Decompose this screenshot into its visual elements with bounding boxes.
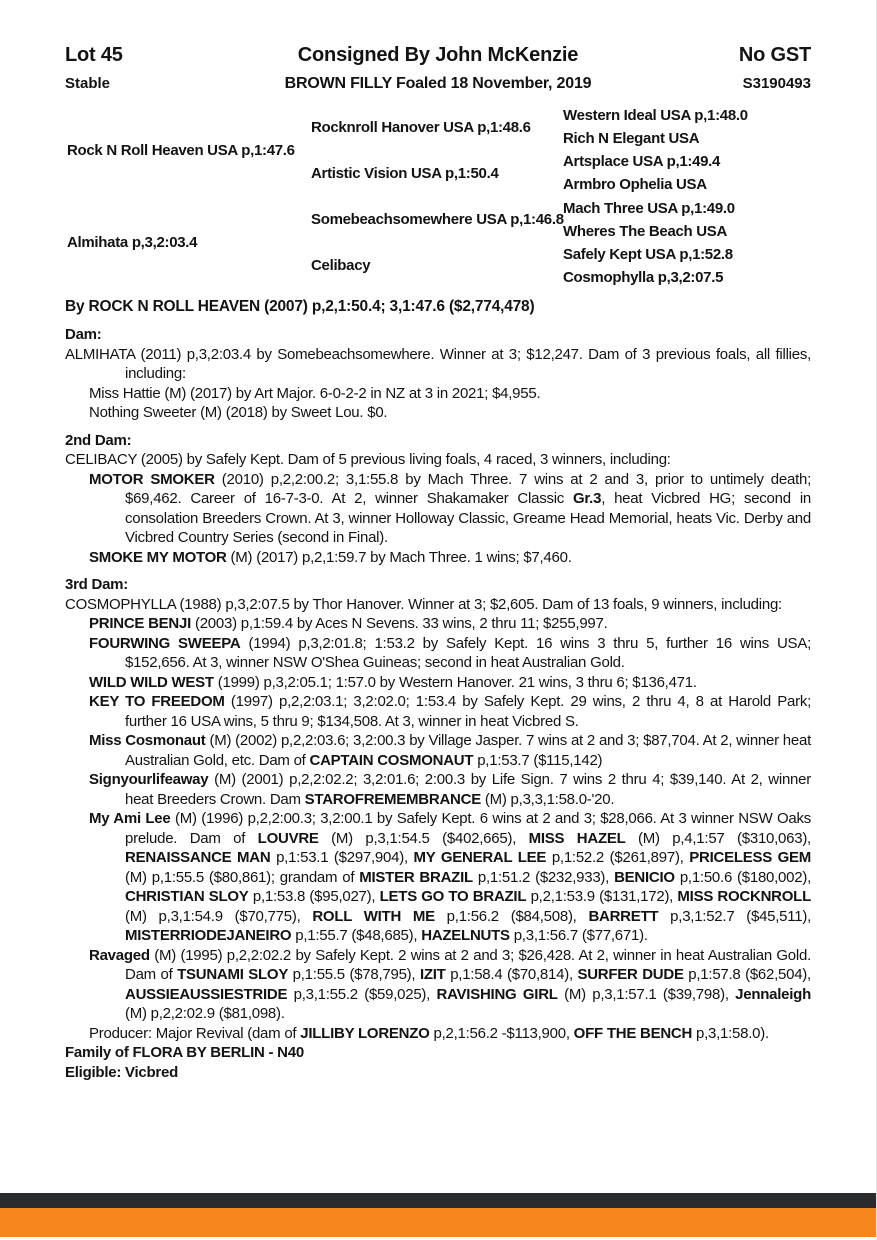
text-run: (M) p,3,1:54.5 ($402,665), <box>318 829 529 847</box>
pedigree-paragraph <box>65 634 811 673</box>
horse-name: TSUNAMI SLOY <box>177 966 289 983</box>
header-row-1 <box>65 44 811 67</box>
pedigree-paragraph <box>65 614 811 634</box>
text-run: p,1:53.8 ($95,027), <box>248 888 380 905</box>
section-heading: 2nd Dam: <box>65 431 132 449</box>
horse-name: CHRISTIAN SLOY <box>125 888 249 905</box>
pedigree-generation-3 <box>563 104 811 289</box>
pedigree-paragraph <box>65 1024 811 1044</box>
sire-summary-line: By ROCK N ROLL HEAVEN (2007) p,2,1:50.4; 3,1:47.6 ($2,774,478) <box>65 298 535 315</box>
header <box>0 0 876 93</box>
stable-label: Stable <box>65 75 111 92</box>
text-run: (1997) p,2,2:03.1; 3,2:02.0; 1:53.4 by Safely Kept. 29 wins, 2 thru 4, 8 at Harold Park; further 16 USA wins, 5 thru 9; $134,508. At 3, winner in heat Vicbred S. <box>125 693 812 730</box>
horse-name: MISTER BRAZIL <box>359 868 473 886</box>
horse-name: ROLL WITH ME <box>312 907 435 925</box>
text-run: p,1:53.7 ($115,142) <box>473 751 603 769</box>
horse-name: Ravaged <box>89 946 150 964</box>
gst-status: No GST <box>738 44 811 66</box>
pedigree-paragraph <box>65 548 811 568</box>
horse-name: RENAISSANCE MAN <box>125 849 271 866</box>
pedigree-horse: Wheres The Beach USA <box>563 222 728 240</box>
horse-name: OFF THE BENCH <box>573 1024 693 1042</box>
text-run: p,1:51.2 ($232,933), <box>472 868 615 886</box>
text-run: ALMIHATA (2011) p,3,2:03.4 by Somebeachsomewhere. Winner at 3; $12,247. Dam of 3 previous foals, all fillies, including: <box>65 345 811 382</box>
pedigree-chart <box>67 104 811 289</box>
horse-name: My Ami Lee <box>89 810 171 827</box>
pedigree-paragraph <box>65 673 811 693</box>
text-run: p,1:53.1 ($297,904), <box>270 849 414 866</box>
horse-name: SMOKE MY MOTOR <box>89 548 227 566</box>
text-run: (M) p,4,1:57 ($310,063), <box>625 829 811 847</box>
horse-name: Gr.3 <box>573 490 602 507</box>
horse-name: MISTERRIODEJANEIRO <box>125 927 292 944</box>
horse-name: STAROFREMEMBRANCE <box>304 790 481 808</box>
horse-name: PRICELESS GEM <box>689 849 812 866</box>
horse-name: MISS ROCKNROLL <box>677 888 811 905</box>
text-run: COSMOPHYLLA (1988) p,3,2:07.5 by Thor Hanover. Winner at 3; $2,605. Dam of 13 foals, 9 winners, including: <box>65 595 782 613</box>
footer-bar-orange <box>0 1208 877 1237</box>
pedigree-horse: Armbro Ophelia USA <box>563 176 707 194</box>
text-run: (M) p,3,3,1:58.0-'20. <box>480 790 615 808</box>
registration-number: S3190493 <box>742 75 811 92</box>
pedigree-horse: Artsplace USA p,1:49.4 <box>563 153 721 171</box>
horse-description: BROWN FILLY Foaled 18 November, 2019 <box>284 75 592 92</box>
pedigree-horse: Mach Three USA p,1:49.0 <box>563 199 735 217</box>
horse-name: BENICIO <box>614 868 675 886</box>
footer-bar-dark <box>0 1193 877 1208</box>
text-run: (M) p,3,1:57.1 ($39,798), <box>557 985 736 1003</box>
pedigree-horse: Celibacy <box>311 257 371 275</box>
horse-name: RAVISHING GIRL <box>436 985 558 1003</box>
horse-name: WILD WILD WEST <box>89 673 214 691</box>
horse-name: SURFER DUDE <box>577 966 684 983</box>
pedigree-paragraph <box>65 692 811 731</box>
text-run: p,2,1:56.2 -$113,900, <box>429 1024 574 1042</box>
text-run: (M) p,1:55.5 ($80,861); grandam of <box>125 868 360 886</box>
pedigree-horse: Rock N Roll Heaven USA p,1:47.6 <box>67 141 295 159</box>
pedigree-paragraph <box>65 345 811 384</box>
text-run: CELIBACY (2005) by Safely Kept. Dam of 5 previous living foals, 4 raced, 3 winners, including: <box>65 451 671 468</box>
footer-line: Family of FLORA BY BERLIN - N40 <box>65 1044 304 1061</box>
pedigree-paragraph <box>65 731 811 770</box>
text-run: Nothing Sweeter (M) (2018) by Sweet Lou. $0. <box>89 404 388 421</box>
pedigree-generation-1 <box>67 104 311 289</box>
horse-name: CAPTAIN COSMONAUT <box>309 751 474 769</box>
text-run: (M) (1996) p,2,2:00.3; 3,2:00.1 by Safely Kept. 6 wins at 2 and 3; $28,066. At 3 winner NSW Oaks prelude. Dam of <box>125 810 811 847</box>
text-run: p,2,1:53.9 ($131,172), <box>526 888 678 905</box>
pedigree-paragraph <box>65 946 811 1024</box>
horse-name: LOUVRE <box>257 829 319 847</box>
horse-name: LETS GO TO BRAZIL <box>379 888 527 905</box>
pedigree-paragraph <box>65 403 811 423</box>
text-run: p,3,1:55.2 ($59,025), <box>287 985 437 1003</box>
text-run: (M) p,2,2:02.9 ($81,098). <box>125 1005 285 1022</box>
pedigree-paragraph <box>65 470 811 548</box>
text-run: p,1:52.2 ($261,897), <box>546 849 690 866</box>
horse-name: Jennaleigh <box>735 985 811 1003</box>
text-run: (1994) p,3,2:01.8; 1:53.2 by Safely Kept. 16 wins 3 thru 5, further 16 wins USA; $152,656. At 3, winner NSW O'Shea Guineas; second in heat Australian Gold. <box>125 634 811 671</box>
text-run: p,1:58.4 ($70,814), <box>445 966 578 983</box>
pedigree-paragraph <box>65 809 811 946</box>
text-run: (2010) p,2,2:00.2; 3,1:55.8 by Mach Three. 7 wins at 2 and 3, prior to untimely death; $69,462. Career of 16-7-3-0. At 2, winner Shakamaker Classic <box>125 470 812 507</box>
text-run: p,1:57.8 ($62,504), <box>683 966 811 983</box>
pedigree-horse: Western Ideal USA p,1:48.0 <box>563 107 748 125</box>
footer-line: Eligible: Vicbred <box>65 1063 179 1081</box>
consignor-title: Consigned By John McKenzie <box>297 44 579 66</box>
text-run: p,1:55.5 ($78,795), <box>288 966 420 983</box>
text-run: p,1:56.2 ($84,508), <box>434 907 589 925</box>
text-run: (M) (2001) p,2,2:02.2; 3,2:01.6; 2:00.3 by Life Sign. 7 wins 2 thru 4; $39,140. At 2, winner heat Breeders Crown. Dam <box>125 771 811 808</box>
pedigree-horse: Artistic Vision USA p,1:50.4 <box>311 164 499 182</box>
section-heading: 3rd Dam: <box>65 576 129 593</box>
pedigree-paragraph <box>65 770 811 809</box>
header-row-2 <box>65 75 811 93</box>
horse-name: IZIT <box>419 966 446 983</box>
text-run: (M) p,3,1:54.9 ($70,775), <box>125 907 313 925</box>
horse-name: MOTOR SMOKER <box>89 470 215 488</box>
horse-name: AUSSIEAUSSIESTRIDE <box>125 985 288 1003</box>
pedigree-paragraph <box>65 450 811 470</box>
lot-number: Lot 45 <box>65 44 123 66</box>
horse-name: Signyourlifeaway <box>89 771 209 788</box>
pedigree-generation-2 <box>311 104 563 289</box>
horse-name: Miss Cosmonaut <box>89 732 206 749</box>
horse-name: MISS HAZEL <box>528 829 626 847</box>
horse-name: BARRETT <box>588 907 659 925</box>
horse-name: JILLIBY LORENZO <box>300 1024 430 1042</box>
footer-lines <box>65 1043 811 1082</box>
horse-name: MY GENERAL LEE <box>413 849 547 866</box>
pedigree-horse: Almihata p,3,2:03.4 <box>67 234 198 252</box>
pedigree-horse: Rich N Elegant USA <box>563 130 700 148</box>
text-run: , heat Vicbred HG; second in consolation Breeders Crown. At 3, winner Holloway Classic, Greame Head Memorial, heats Vic. Derby and Vicbred Country Series (second in Final). <box>125 490 811 546</box>
horse-name: KEY TO FREEDOM <box>89 693 225 710</box>
pedigree-paragraph <box>65 384 811 404</box>
pedigree-text <box>65 325 811 1043</box>
text-run: (M) (2002) p,2,2:03.6; 3,2:00.3 by Village Jasper. 7 wins at 2 and 3; $87,704. At 2, winner heat Australian Gold, etc. Dam of <box>125 732 812 769</box>
text-run: (2003) p,1:59.4 by Aces N Sevens. 33 wins, 2 thru 11; $255,997. <box>191 615 608 632</box>
section-heading: Dam: <box>65 326 102 343</box>
text-run: p,1:55.7 ($48,685), <box>291 927 422 944</box>
text-run: p,3,1:56.7 ($77,671). <box>509 927 648 944</box>
horse-name: FOURWING SWEEPA <box>89 634 241 652</box>
text-run: p,1:50.6 ($180,002), <box>674 868 811 886</box>
pedigree-horse: Cosmophylla p,3,2:07.5 <box>563 268 724 286</box>
text-run: Producer: Major Revival (dam of <box>89 1024 301 1042</box>
pedigree-horse: Somebeachsomewhere USA p,1:46.8 <box>311 211 564 229</box>
horse-name: HAZELNUTS <box>421 927 510 944</box>
text-run: Miss Hattie (M) (2017) by Art Major. 6-0-2-2 in NZ at 3 in 2021; $4,955. <box>89 384 541 402</box>
pedigree-paragraph <box>65 595 811 615</box>
pedigree-horse: Safely Kept USA p,1:52.8 <box>563 245 733 263</box>
text-run: p,3,1:58.0). <box>692 1024 769 1042</box>
pedigree-horse: Rocknroll Hanover USA p,1:48.6 <box>311 118 531 136</box>
text-run: p,3,1:52.7 ($45,511), <box>658 907 811 925</box>
text-run: (M) (1995) p,2,2:02.2 by Safely Kept. 2 wins at 2 and 3; $26,428. At 2, winner in heat Australian Gold. Dam of <box>125 946 811 983</box>
horse-name: PRINCE BENJI <box>89 615 192 632</box>
text-run: (M) (2017) p,2,1:59.7 by Mach Three. 1 wins; $7,460. <box>226 548 572 566</box>
text-run: (1999) p,3,2:05.1; 1:57.0 by Western Hanover. 21 wins, 3 thru 6; $136,471. <box>213 673 697 691</box>
